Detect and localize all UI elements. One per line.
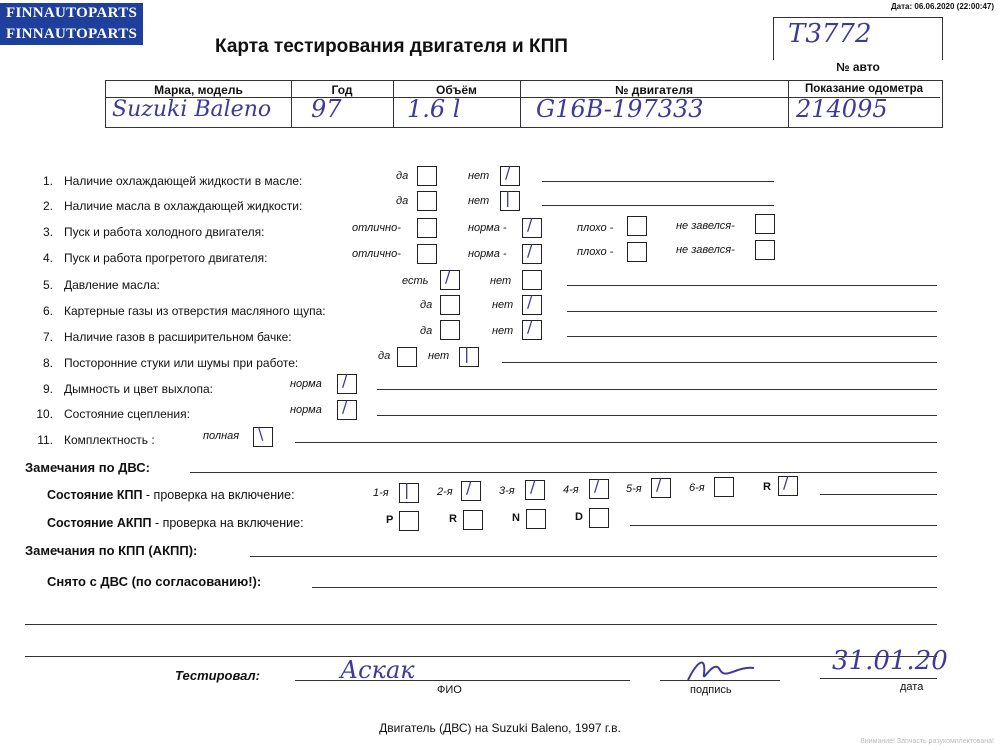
option-label: нет (428, 350, 450, 362)
option-label: норма (290, 404, 322, 416)
checkbox-checked[interactable] (337, 397, 357, 420)
notes-line (567, 336, 937, 337)
tester-name-value: Аскак (340, 656, 415, 684)
check-mark-icon: / (527, 215, 533, 234)
gear-checkbox-checked[interactable] (651, 475, 671, 498)
kpp-label-rest: - проверка на включение: (142, 488, 295, 502)
checkbox-checked[interactable] (500, 188, 520, 211)
kpp-label (47, 488, 295, 502)
checkbox-checked[interactable] (440, 267, 460, 290)
remarks-kpp-label: Замечания по КПП (АКПП): (25, 543, 198, 558)
question-text: Картерные газы из отверстия масляного щупа: (64, 304, 326, 318)
option-label: не завелся- (676, 244, 735, 256)
check-mark-icon: / (342, 397, 348, 416)
signature-line[interactable] (660, 680, 780, 681)
question-number: 11. (37, 433, 53, 447)
question-text: Пуск и работа прогретого двигателя: (64, 251, 268, 265)
extra-notes-line[interactable] (25, 656, 937, 657)
check-mark-icon: / (527, 241, 533, 260)
remarks-engine-label: Замечания по ДВС: (25, 460, 150, 475)
question-number: 3. (42, 225, 53, 239)
option-label: нет (492, 299, 514, 311)
option-label: полная (203, 430, 240, 442)
gear-label: P (386, 514, 394, 526)
check-mark-icon: / (505, 163, 511, 182)
checkbox[interactable] (755, 240, 775, 260)
question-text: Пуск и работа холодного двигателя: (64, 225, 265, 239)
date-label: дата (900, 681, 924, 693)
engine-label: № двигателя (615, 83, 693, 97)
remarks-engine-line[interactable] (190, 472, 937, 473)
watermark: Внимание! Запчасть разукомплектована! (860, 738, 994, 745)
remarks-kpp-line[interactable] (250, 556, 937, 557)
volume-label: Объём (436, 83, 477, 97)
question-number: 1. (42, 174, 53, 188)
checkbox[interactable] (417, 218, 437, 238)
check-mark-icon: / (466, 478, 472, 497)
year-label: Год (331, 83, 353, 97)
option-label: плохо - (577, 246, 614, 258)
gear-label: R (763, 481, 771, 493)
check-mark-icon: / (342, 371, 348, 390)
question-text: Наличие охлаждающей жидкости в масле: (64, 174, 303, 188)
notes-line (567, 311, 937, 312)
question-text: Комплектность : (64, 433, 155, 447)
option-label: да (378, 350, 391, 362)
notes-line (542, 181, 774, 182)
question-text: Посторонние стуки или шумы при работе: (64, 356, 299, 370)
check-mark-icon: | (464, 344, 470, 363)
gear-label: 6-я (689, 482, 705, 494)
engine-cell (520, 81, 789, 127)
date-line[interactable] (820, 678, 937, 679)
question-number: 7. (42, 330, 53, 344)
gear-label: 4-я (563, 484, 579, 496)
gear-label: 3-я (499, 485, 515, 497)
question-text: Дымность и цвет выхлопа: (64, 382, 213, 396)
gear-checkbox-checked[interactable] (525, 477, 545, 500)
photo-caption: Двигатель (ДВС) на Suzuki Baleno, 1997 г.в. (379, 721, 621, 735)
vehicle-header-table (105, 80, 943, 128)
year-cell (291, 81, 394, 127)
page-title: Карта тестирования двигателя и КПП (215, 36, 568, 57)
model-label: Марка, модель (154, 83, 243, 97)
question-text: Наличие газов в расширительном бачке: (64, 330, 292, 344)
akpp-label (47, 516, 304, 530)
akpp-notes-line (630, 525, 937, 526)
gear-checkbox[interactable] (714, 477, 734, 497)
question-text: Состояние сцепления: (64, 407, 190, 421)
gear-checkbox-checked[interactable] (461, 478, 481, 501)
checkbox[interactable] (417, 191, 437, 211)
gear-label: 1-я (373, 487, 389, 499)
notes-line (542, 205, 774, 206)
notes-line (377, 415, 937, 416)
engine-value: G16B-197333 (536, 95, 704, 123)
option-label: нет (468, 195, 490, 207)
extra-notes-line[interactable] (25, 624, 937, 625)
checkbox-checked[interactable] (522, 292, 542, 315)
checkbox[interactable] (522, 270, 542, 290)
checkbox-checked[interactable] (522, 215, 542, 238)
kpp-notes-line (820, 494, 937, 495)
option-label: норма - (468, 222, 507, 234)
gear-checkbox[interactable] (526, 509, 546, 529)
notes-line (502, 362, 937, 363)
question-number: 10. (36, 407, 53, 421)
checkbox[interactable] (440, 295, 460, 315)
gear-label: 2-я (437, 486, 453, 498)
checkbox[interactable] (417, 244, 437, 264)
volume-cell (393, 81, 521, 127)
checkbox-checked[interactable] (337, 371, 357, 394)
option-label: нет (490, 275, 512, 287)
akpp-label-rest: - проверка на включение: (151, 516, 304, 530)
fio-label: ФИО (437, 684, 462, 696)
odometer-cell (788, 81, 940, 127)
option-label: да (396, 195, 409, 207)
gear-checkbox-checked[interactable] (399, 480, 419, 503)
akpp-label-bold: Состояние АКПП (47, 516, 152, 530)
notes-line (567, 285, 937, 286)
odometer-value: 214095 (796, 95, 888, 123)
option-label: да (396, 170, 409, 182)
tested-by-label: Тестировал: (175, 668, 260, 683)
date-stamp: Дата: 06.06.2020 (22:00:47) (890, 2, 994, 11)
checkbox[interactable] (755, 214, 775, 234)
question-number: 6. (42, 304, 53, 318)
checkbox-checked[interactable] (253, 424, 273, 447)
checkbox-checked[interactable] (459, 344, 479, 367)
checkbox[interactable] (417, 166, 437, 186)
brand-logo: FINNAUTOPARTS (0, 3, 143, 24)
gear-label: D (575, 511, 583, 523)
check-mark-icon: / (527, 292, 533, 311)
gear-checkbox-checked[interactable] (778, 473, 798, 496)
question-number: 8. (42, 356, 53, 370)
option-label: отлично- (352, 248, 401, 260)
odometer-label: Показание одометра (805, 83, 923, 95)
check-mark-icon: / (530, 477, 536, 496)
notes-line (295, 442, 937, 443)
fio-line[interactable] (295, 680, 630, 681)
gear-label: R (449, 513, 457, 525)
checkbox-checked[interactable] (522, 241, 542, 264)
checkbox[interactable] (627, 216, 647, 236)
volume-value: 1.6 l (407, 95, 461, 123)
question-number: 2. (42, 199, 53, 213)
option-label: нет (468, 170, 490, 182)
removed-line[interactable] (312, 587, 937, 588)
option-label: да (420, 299, 433, 311)
model-cell (106, 81, 292, 127)
auto-number-label: № авто (836, 60, 880, 74)
question-text: Наличие масла в охлаждающей жидкости: (64, 199, 303, 213)
option-label: отлично- (352, 222, 401, 234)
auto-number-value: Т3772 (788, 19, 872, 49)
option-label: нет (492, 325, 514, 337)
gear-checkbox[interactable] (399, 511, 419, 531)
checkbox-checked[interactable] (500, 163, 520, 186)
brand-logo-secondary: FINNAUTOPARTS (0, 24, 143, 45)
gear-label: N (512, 512, 520, 524)
option-label: не завелся- (676, 220, 735, 232)
signature-label: подпись (690, 684, 732, 696)
question-text: Давление масла: (64, 278, 160, 292)
option-label: норма - (468, 248, 507, 260)
question-number: 9. (42, 382, 53, 396)
kpp-label-bold: Состояние КПП (47, 488, 143, 502)
check-mark-icon: | (404, 480, 410, 499)
checkbox[interactable] (440, 320, 460, 340)
gear-checkbox-checked[interactable] (589, 476, 609, 499)
gear-label: 5-я (626, 483, 642, 495)
check-mark-icon: \ (258, 424, 264, 443)
question-number: 4. (42, 251, 53, 265)
date-value: 31.01.20 (832, 646, 948, 676)
check-mark-icon: / (783, 473, 789, 492)
year-value: 97 (311, 95, 342, 123)
option-label: да (420, 325, 433, 337)
checkbox-checked[interactable] (522, 317, 542, 340)
model-value: Suzuki Baleno (112, 97, 272, 122)
check-mark-icon: / (594, 476, 600, 495)
auto-number-box (773, 17, 943, 74)
checkbox[interactable] (397, 347, 417, 367)
question-number: 5. (42, 278, 53, 292)
check-mark-icon: / (445, 267, 451, 286)
option-label: плохо - (577, 222, 614, 234)
checkbox[interactable] (627, 242, 647, 262)
notes-line (377, 389, 937, 390)
check-mark-icon: / (656, 475, 662, 494)
option-label: норма (290, 378, 322, 390)
check-mark-icon: | (505, 188, 511, 207)
gear-checkbox[interactable] (463, 510, 483, 530)
gear-checkbox[interactable] (589, 508, 609, 528)
option-label: есть (402, 275, 429, 287)
removed-label: Снято с ДВС (по согласованию!): (47, 574, 262, 589)
check-mark-icon: / (527, 317, 533, 336)
